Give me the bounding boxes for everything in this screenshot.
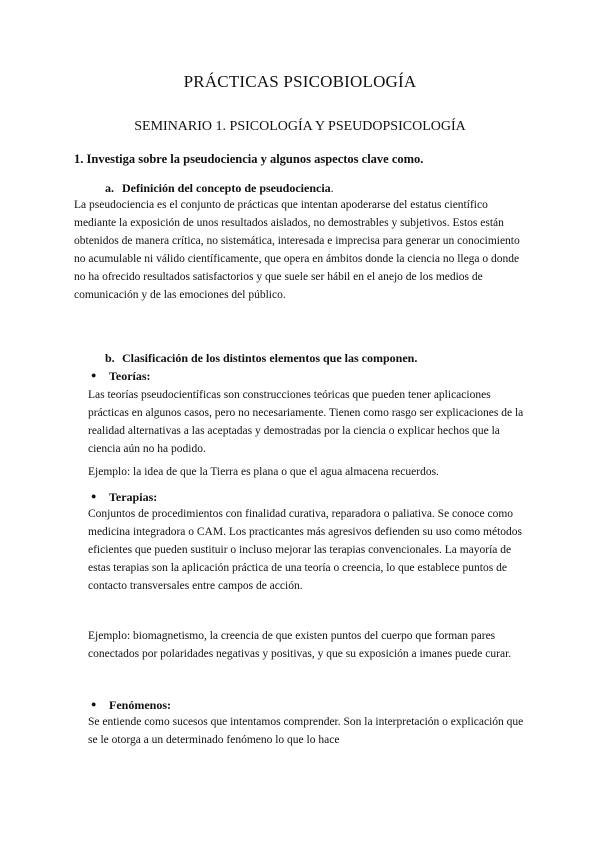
- section-a-marker: a.: [105, 181, 114, 195]
- section-b-heading: [105, 351, 417, 366]
- section-a-punct: .: [330, 181, 334, 195]
- terapias-heading: [91, 490, 157, 505]
- fenomenos-label: Fenómenos:: [109, 698, 171, 712]
- teorias-example: Ejemplo: la idea de que la Tierra es plana o que el agua almacena recuerdos.: [88, 466, 439, 478]
- teorias-label: Teorías:: [109, 369, 151, 383]
- question-heading: 1. Investiga sobre la pseudociencia y algunos aspectos clave como.: [74, 152, 424, 166]
- section-b-marker: b.: [105, 351, 115, 365]
- section-a-heading: [105, 181, 334, 196]
- terapias-example: Ejemplo: biomagnetismo, la creencia de que existen puntos del cuerpo que forman pares conectados por polaridades negativas y positivas, y que su exposición a imanes puede curar.: [88, 630, 512, 660]
- section-b-title: Clasificación de los distintos elementos que las componen.: [122, 351, 418, 365]
- terapias-text: Conjuntos de procedimientos con finalidad curativa, reparadora o paliativa. Se conoce como medicina integradora o CAM. Los practicantes más agresivos defienden su uso como métodos eficientes que pueden sustituir o incluso mejorar las terapias convencionales. La mayoría de estas terapias son la aplicación práctica de una teoría o creencia, lo que establece puntos de contacto transversales entre campos de acción.: [88, 508, 523, 592]
- pseudociencia-definition: La pseudociencia es el conjunto de prácticas que intentan apoderarse del estatus científico mediante la exposición de unos resultados aislados, no demostrables y subjetivos. Estos están obtenidos de manera crítica, no sistemática, interesada e imprecisa para generar un conocimiento no acumulable ni válido científicamente, que opera en ámbitos donde la ciencia no llega o donde no ha ofrecido resultados satisfactorios y que suele ser hábil en el anejo de los medios de comunicación y de las emociones del público.: [74, 199, 520, 301]
- bullet-icon: ●: [91, 699, 97, 709]
- section-a-title: Definición del concepto de pseudociencia: [122, 181, 331, 195]
- document-title: PRÁCTICAS PSICOBIOLOGÍA: [183, 72, 417, 91]
- terapias-label: Terapias:: [109, 490, 158, 504]
- fenomenos-heading: [91, 698, 171, 713]
- fenomenos-text: Se entiende como sucesos que intentamos comprender. Son la interpretación o explicación que se le otorga a un determinado fenómeno lo que lo hace: [88, 716, 524, 746]
- teorias-text: Las teorías pseudocientíficas son construcciones teóricas que pueden tener aplicaciones prácticas en algunos casos, pero no necesariamente. Tienen como rasgo ser explicaciones de la realidad alternativas a las aceptadas y demostradas por la ciencia o explicar hechos que la ciencia aún no ha podido.: [88, 389, 524, 455]
- seminar-subtitle: SEMINARIO 1. PSICOLOGÍA Y PSEUDOPSICOLOGÍA: [134, 119, 466, 134]
- bullet-icon: ●: [91, 491, 97, 501]
- bullet-icon: ●: [91, 370, 97, 380]
- teorias-heading: [91, 369, 151, 384]
